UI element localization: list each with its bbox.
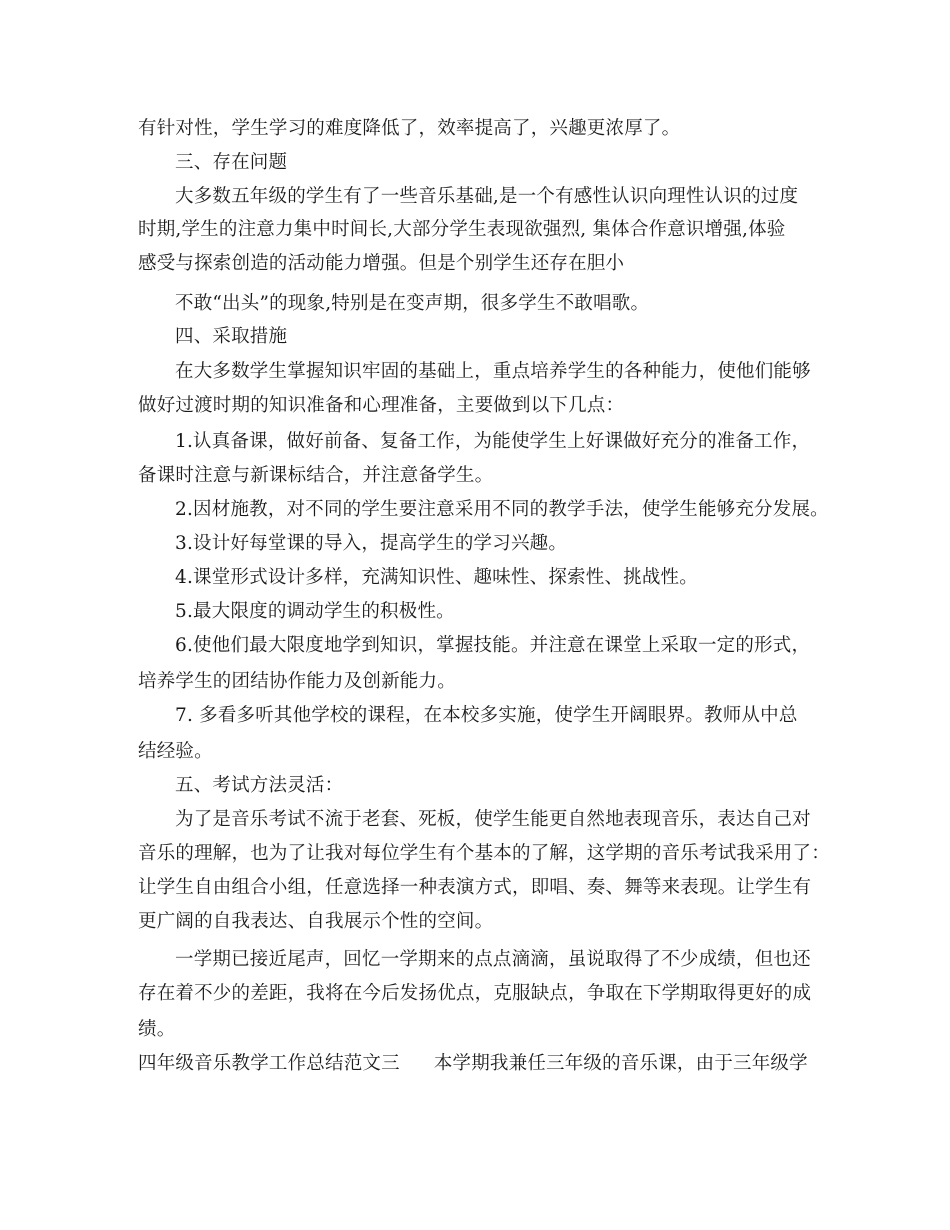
paragraph-line: 做好过渡时期的知识准备和心理准备，主要做到以下几点： [138,395,625,416]
paragraph-line: 不敢“出头”的现象,特别是在变声期，很多学生不敢唱歌。 [175,293,650,314]
list-item-continuation: 备课时注意与新课标结合，并注意备学生。 [138,465,494,486]
paragraph-line: 音乐的理解，也为了让我对每位学生有个基本的了解，这学期的音乐考试我采用了： [138,843,830,864]
list-item: 3.设计好每堂课的导入，提高学生的学习兴趣。 [175,533,568,554]
paragraph-line: 时期,学生的注意力集中时间长,大部分学生表现欲强烈, 集体合作意识增强,体验 [138,219,786,240]
paragraph-line: 为了是音乐考试不流于老套、死板，使学生能更自然地表现音乐，表达自己对 [175,809,811,830]
list-item: 5.最大限度的调动学生的积极性。 [175,601,455,622]
paragraph-line: 更广阔的自我表达、自我展示个性的空间。 [138,911,494,932]
section-heading: 三、存在问题 [175,152,288,173]
paragraph-line: 绩。 [138,1019,176,1040]
list-item: 4.课堂形式设计多样，充满知识性、趣味性、探索性、挑战性。 [175,567,698,588]
list-item-continuation: 培养学生的团结协作能力及创新能力。 [138,671,456,692]
paragraph-line: 有针对性，学生学习的难度降低了，效率提高了，兴趣更浓厚了。 [138,118,681,139]
article-intro: 本学期我兼任三年级的音乐课，由于三年级学 [433,1053,808,1074]
paragraph-line: 一学期已接近尾声，回忆一学期来的点点滴滴，虽说取得了不少成绩，但也还 [175,949,811,970]
list-item: 1.认真备课，做好前备、复备工作，为能使学生上好课做好充分的准备工作， [175,431,811,452]
section-heading: 五、考试方法灵活： [175,775,344,796]
article-title: 四年级音乐教学工作总结范文三 [138,1053,400,1074]
paragraph-line: 在大多数学生掌握知识牢固的基础上，重点培养学生的各种能力，使他们能够 [175,361,811,382]
paragraph-line: 让学生自由组合小组，任意选择一种表演方式，即唱、奏、舞等来表现。让学生有 [138,877,812,898]
section-heading: 四、采取措施 [175,326,288,347]
paragraph-line: 存在着不少的差距，我将在今后发扬优点，克服缺点，争取在下学期取得更好的成 [138,983,812,1004]
list-item: 6.使他们最大限度地学到知识，掌握技能。并注意在课堂上采取一定的形式， [175,635,811,656]
list-item: 2.因材施教，对不同的学生要注意采用不同的教学手法，使学生能够充分发展。 [175,499,829,520]
list-item-continuation: 结经验。 [138,741,213,762]
paragraph-line: 大多数五年级的学生有了一些音乐基础,是一个有感性认识向理性认识的过度 [175,186,799,207]
paragraph-line: 感受与探索创造的活动能力增强。但是个别学生还存在胆小 [138,253,625,274]
final-line [138,1053,828,1075]
list-item: 7. 多看多听其他学校的课程，在本校多实施，使学生开阔眼界。教师从中总 [175,705,798,726]
